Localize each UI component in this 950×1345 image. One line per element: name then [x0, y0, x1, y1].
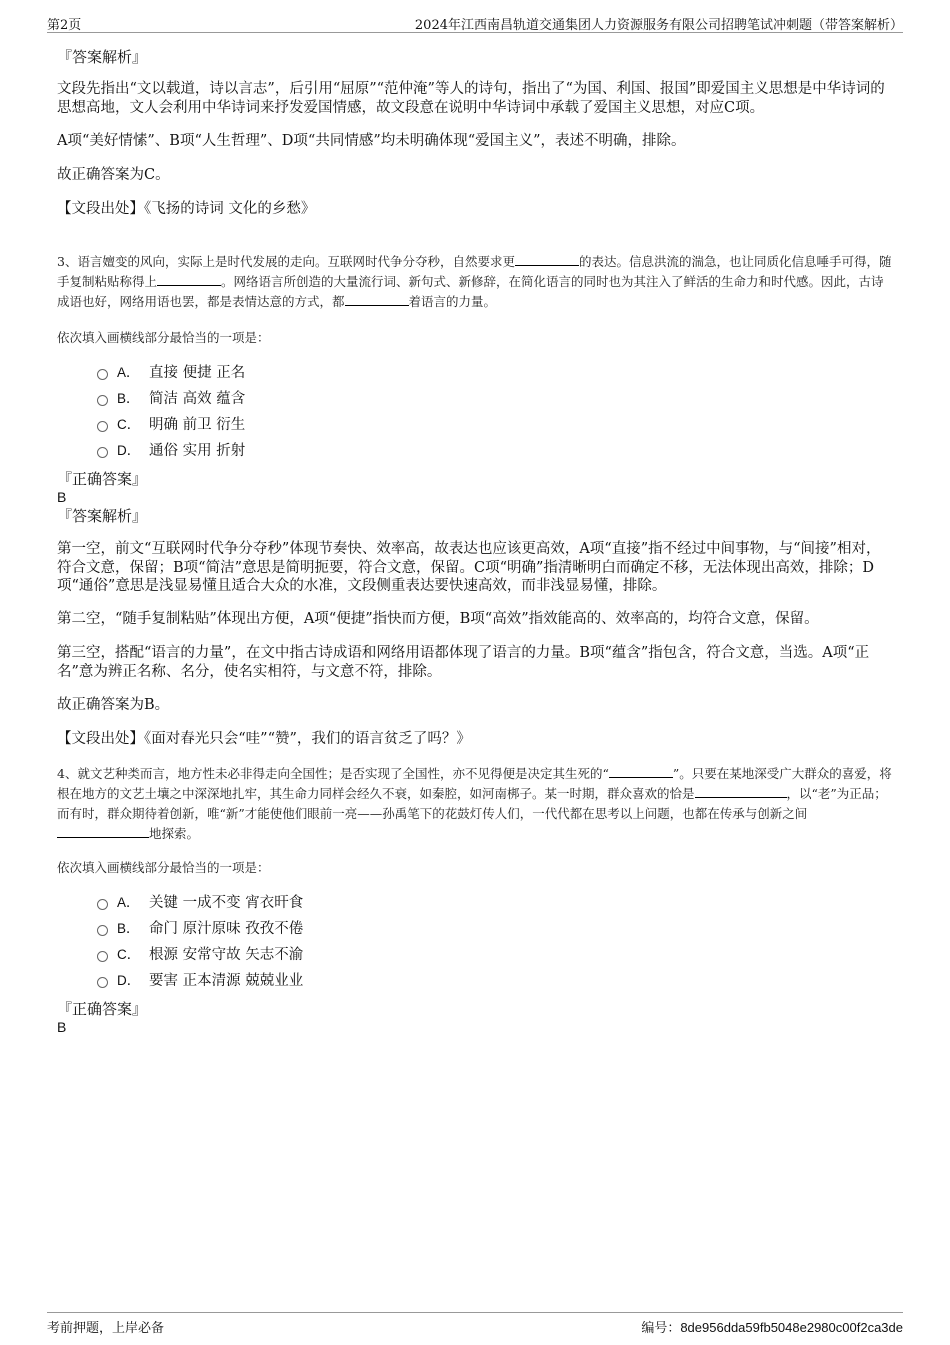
- question-text-part: ”。只要在某地深受广大群众的喜爱，将根在地方的文艺土壤之中深深地扎牢，其生命力同样会经久不衰，如秦腔，如河南梆子。某一时期，群众喜欢的恰是: [57, 766, 892, 801]
- fill-blank: [57, 825, 149, 838]
- code-label: 编号：: [641, 1321, 681, 1336]
- conclusion: 故正确答案为B。: [57, 697, 170, 713]
- question-prompt: 依次填入画横线部分最恰当的一项是：: [57, 860, 270, 875]
- analysis-paragraph: 第一空，前文“互联网时代争分夺秒”体现节奏快、效率高，故表达也应该更高效，A项“直接”指不经过中间事物，与“间接”相对，符合文意，保留；B项“简洁”意思是简明扼要，符合文意，保留。C项“明确”指清晰明白而确定不移，无法体现出高效，排除；D项“通俗”意思是浅显易懂且适合大众的水准，文段侧重表达要快速高效，而非浅显易懂，排除。: [57, 541, 881, 594]
- fill-blank: [609, 765, 673, 778]
- conclusion: 故正确答案为C。: [57, 167, 170, 183]
- question-text-part: 地探索。: [149, 826, 200, 841]
- option-letter: D．: [117, 443, 141, 458]
- question-text-part: 的表达。信息洪流的湍急，也让同质化信息唾手可得，随手复制粘贴称得上: [57, 254, 892, 289]
- option-d[interactable]: [97, 966, 893, 992]
- option-letter: A．: [117, 365, 140, 380]
- q3-p3-wrap: [57, 644, 893, 681]
- fill-blank: [345, 293, 409, 306]
- q3-options: [97, 358, 893, 462]
- prev-analysis-p3-wrap: [57, 166, 893, 185]
- passage-source: 【文段出处】《飞扬的诗词 文化的乡愁》: [57, 201, 316, 217]
- option-text: 明确 前卫 衍生: [149, 416, 246, 433]
- prev-source-wrap: [57, 200, 893, 219]
- option-letter: C．: [117, 947, 141, 962]
- question-prompt: 依次填入画横线部分最恰当的一项是：: [57, 330, 270, 345]
- radio-icon[interactable]: [97, 395, 108, 406]
- q3-source-wrap: [57, 730, 893, 749]
- answer-title: 『正确答案』: [57, 470, 148, 488]
- analysis-paragraph: 第二空，“随手复制粘贴”体现出方便，A项“便捷”指快而方便，B项“高效”指效能高的、效率高的，均符合文意，保留。: [57, 611, 819, 627]
- correct-answer: B: [57, 489, 67, 505]
- passage-source: 【文段出处】《面对春光只会“哇”“赞”，我们的语言贫乏了吗？》: [57, 731, 471, 747]
- correct-answer: B: [57, 1019, 67, 1035]
- q3-prompt-wrap: [57, 328, 893, 346]
- option-text: 简洁 高效 蕴含: [149, 390, 246, 407]
- radio-icon[interactable]: [97, 369, 108, 380]
- q3-p1-wrap: [57, 540, 893, 596]
- question-3: [57, 252, 893, 312]
- code-value: 8de956dda59fb5048e2980c00f2ca3de: [680, 1320, 903, 1335]
- option-letter: B．: [117, 921, 140, 936]
- option-b[interactable]: [97, 384, 893, 410]
- radio-icon[interactable]: [97, 951, 108, 962]
- option-a[interactable]: [97, 358, 893, 384]
- q4-options: [97, 888, 893, 992]
- answer-title: 『正确答案』: [57, 1000, 148, 1018]
- radio-icon[interactable]: [97, 925, 108, 936]
- question-text-part: 着语言的力量。: [408, 294, 497, 309]
- option-text: 要害 正本清源 兢兢业业: [149, 972, 304, 989]
- q4-answer-wrap: [57, 998, 893, 1035]
- question-text-part: 。网络语言所创造的大量流行词、新句式、新修辞，在简化语言的同时也为其注入了鲜活的生命力和时代感。因此，古诗成语也好，网络用语也罢，都是表情达意的方式，都: [57, 274, 884, 309]
- analysis-title: 『答案解析』: [57, 48, 148, 66]
- radio-icon[interactable]: [97, 447, 108, 458]
- prev-analysis-p1-wrap: [57, 80, 893, 117]
- fill-blank: [695, 785, 787, 798]
- fill-blank: [157, 273, 221, 286]
- option-c[interactable]: [97, 410, 893, 436]
- q3-p4-wrap: [57, 696, 893, 715]
- question-text: [57, 764, 893, 844]
- q3-answer-wrap: [57, 468, 893, 526]
- option-d[interactable]: [97, 436, 893, 462]
- question-4: [57, 764, 893, 844]
- question-text-part: ，以“老”为正品；而有时，群众期待着创新，唯“新”才能使他们眼前一亮——孙禹笔下的花鼓灯传人们，一代代都在思考以上问题，也都在传承与创新之间: [57, 786, 887, 821]
- option-letter: D．: [117, 973, 141, 988]
- page-header: [47, 12, 903, 33]
- option-text: 通俗 实用 折射: [149, 442, 246, 459]
- option-letter: B．: [117, 391, 140, 406]
- option-b[interactable]: [97, 914, 893, 940]
- option-text: 关键 一成不变 宵衣旰食: [149, 894, 304, 911]
- option-letter: A．: [117, 895, 140, 910]
- analysis-paragraph: 文段先指出“文以载道，诗以言志”，后引用“屈原”“范仲淹”等人的诗句，指出了“为国、利国、报国”即爱国主义思想是中华诗词的思想高地，文人会利用中华诗词来抒发爱国情感，故文段意在说明中华诗词中承载了爱国主义思想，对应C项。: [57, 81, 885, 116]
- analysis-paragraph: 第三空，搭配“语言的力量”，在文中指古诗成语和网络用语都体现了语言的力量。B项“蕴含”指包含，符合文意，当选。A项“正名”意为辨正名称、名分，使名实相符，与文意不符，排除。: [57, 645, 870, 680]
- prev-analysis-p2-wrap: [57, 132, 893, 151]
- option-c[interactable]: [97, 940, 893, 966]
- analysis-title: 『答案解析』: [57, 507, 148, 525]
- page-number: 第2页: [47, 18, 82, 33]
- option-letter: C．: [117, 417, 141, 432]
- page-footer: [47, 1312, 903, 1339]
- fill-blank: [515, 253, 579, 266]
- radio-icon[interactable]: [97, 421, 108, 432]
- question-text-part: 4、就文艺种类而言，地方性未必非得走向全国性；是否实现了全国性，亦不见得便是决定其生死的“: [57, 766, 609, 781]
- q3-p2-wrap: [57, 610, 893, 629]
- prev-analysis: [57, 46, 893, 67]
- footer-slogan: 考前押题，上岸必备: [47, 1321, 165, 1336]
- question-text-part: 3、语言嬗变的风向，实际上是时代发展的走向。互联网时代争分夺秒，自然要求更: [57, 254, 515, 269]
- document-title: 2024年江西南昌轨道交通集团人力资源服务有限公司招聘笔试冲刺题（带答案解析）: [414, 18, 903, 33]
- document-code: [641, 1317, 903, 1336]
- q4-prompt-wrap: [57, 858, 893, 876]
- radio-icon[interactable]: [97, 899, 108, 910]
- option-text: 根源 安常守故 矢志不渝: [149, 946, 304, 963]
- option-text: 直接 便捷 正名: [149, 364, 246, 381]
- option-a[interactable]: [97, 888, 893, 914]
- question-text: [57, 252, 893, 312]
- analysis-paragraph: A项“美好情愫”、B项“人生哲理”、D项“共同情感”均未明确体现“爱国主义”，表述不明确，排除。: [57, 133, 686, 149]
- radio-icon[interactable]: [97, 977, 108, 988]
- option-text: 命门 原汁原味 孜孜不倦: [149, 920, 304, 937]
